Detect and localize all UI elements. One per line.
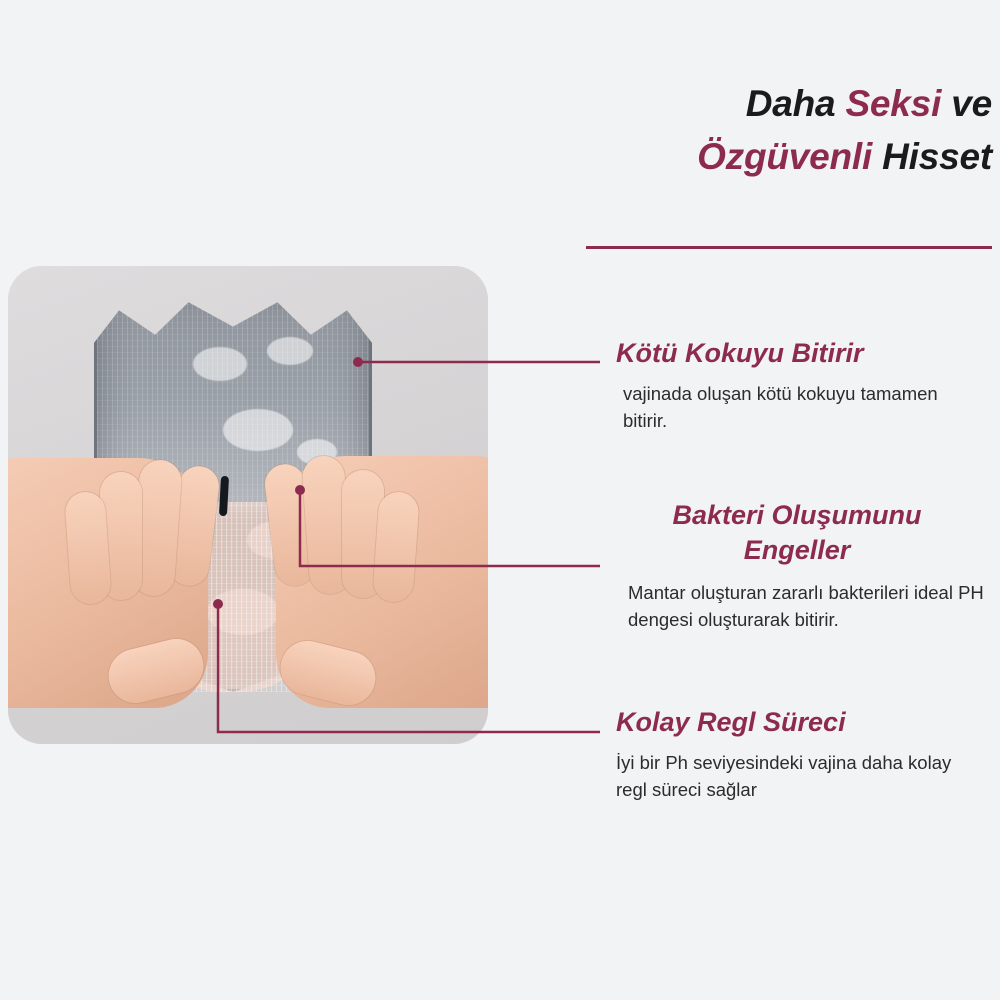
headline-line2-post: Hisset [872,135,992,177]
feature-block-odor [616,336,984,434]
headline-line1-pre: Daha [745,83,846,124]
left-hand [8,458,208,708]
headline-line1-post: ve [941,83,992,124]
feature-title-period: Kolay Regl Süreci [616,707,846,737]
headline-divider [586,246,992,249]
feature-block-bacteria [606,498,988,634]
headline-line2-accent: Özgüvenli [697,135,873,177]
right-hand [276,456,488,708]
headline-line-2 [560,131,992,184]
feature-body-bacteria: Mantar oluşturan zararlı bakterileri ideal PH dengesi oluşturarak bitirir. [628,582,984,631]
headline-line1-accent: Seksi [845,83,942,124]
feature-title-bacteria-line2: Engeller [743,535,851,566]
feature-body-odor: vajinada oluşan kötü kokuyu tamamen bitirir. [623,383,938,432]
feature-title-bacteria-line1: Bakteri Oluşumunu [672,500,922,530]
feature-body-period: İyi bir Ph seviyesindeki vajina daha kolay regl süreci sağlar [616,752,952,801]
page-title [560,78,992,183]
headline-line-1 [560,78,992,131]
feature-block-period [616,705,984,803]
product-photo [8,266,488,744]
feature-title-odor: Kötü Kokuyu Bitirir [616,338,864,368]
